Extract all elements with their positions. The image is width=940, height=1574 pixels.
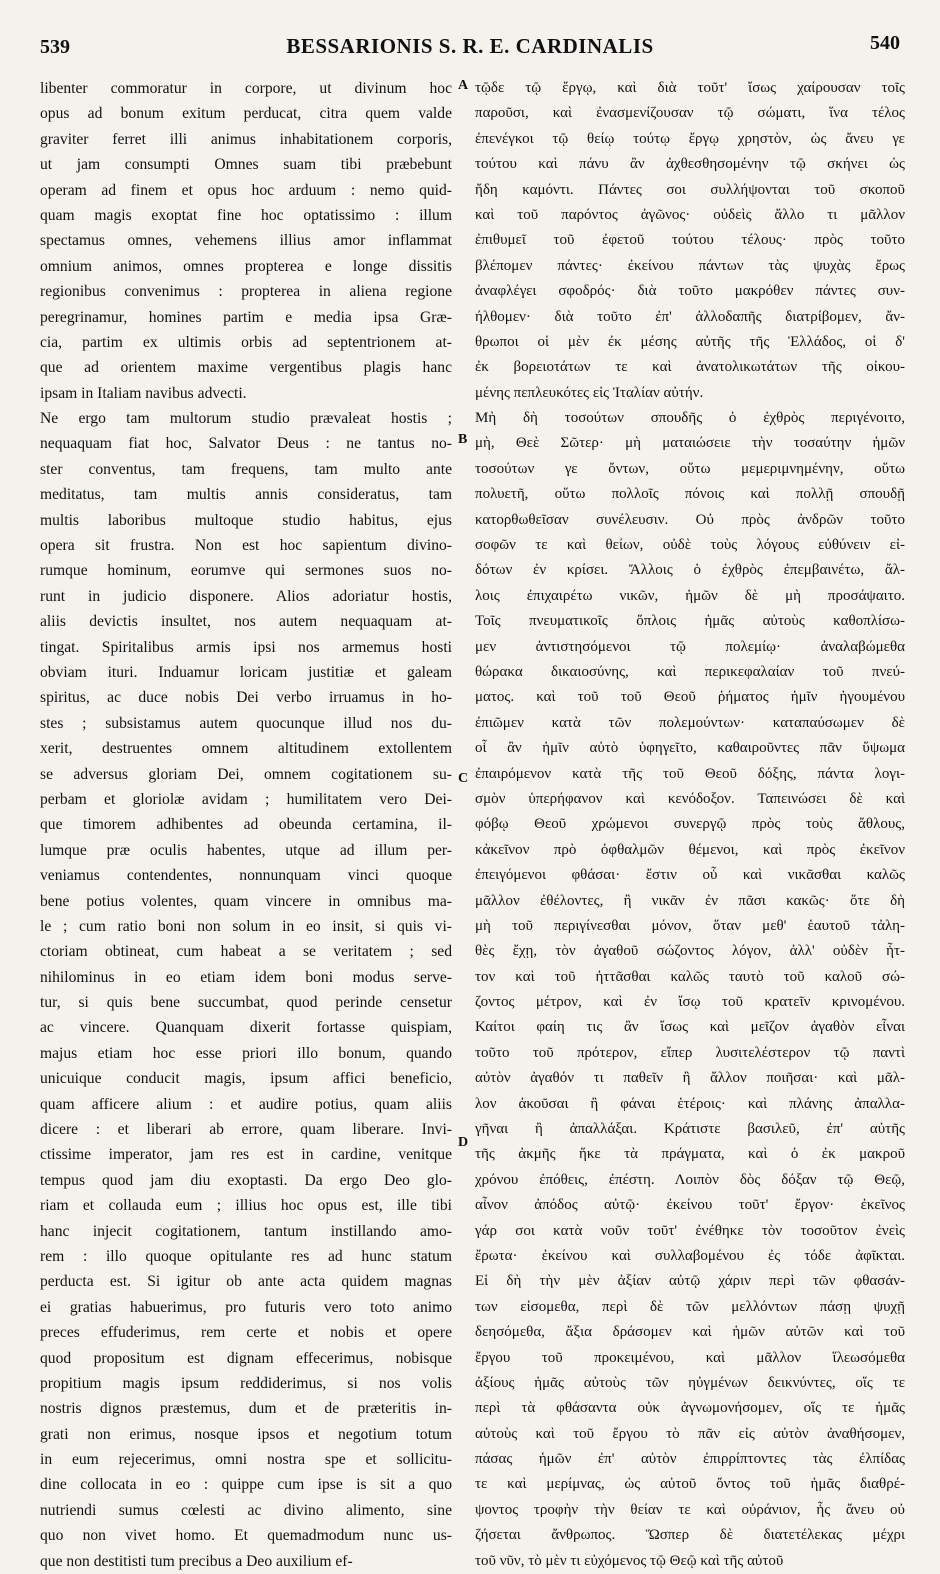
greek-text-line: τῆς ἀκμῆς ἥκε τὰ πράγματα, καὶ ὁ ἐκ μακροῦ (475, 1146, 905, 1163)
latin-text-line: nequaquam fiat hoc, Salvator Deus : ne tantus no- (40, 435, 452, 453)
latin-text-line: dicere : et liberari ab errore, quam liberare. Invi- (40, 1121, 452, 1139)
greek-text-line: ἀξίους ἡμᾶς αὐτοὺς τῶν ηὐγμένων δεικνύντες, οἵς τε (475, 1374, 905, 1391)
latin-text-line: ster conventus, tam frequens, tam multo ante (40, 460, 452, 478)
greek-text-line: τον καὶ τοῦ ἡττᾶσθαι καλῶς ταυτὸ τοῦ καλοῦ σώ- (475, 968, 905, 985)
greek-text-line: λον ἀκοῦσαι ἢ φάναι ἑτέροις· καὶ πλάνης ἀπαλλα- (475, 1095, 905, 1112)
latin-text-line: que ad orientem maxime vergentibus plagis hanc (40, 359, 452, 377)
greek-text-line: ήλθομεν· διὰ τοῦτο ἐπ' ἀλλοδαπῆς διατρίβομεν, ἄν- (475, 308, 905, 325)
latin-text-line: omnium animos, omnes propterea e longe dissitis (40, 257, 452, 275)
greek-text-line: φόβῳ Θεοῦ χρώμενοι συνεργῷ πρὸς τοὺς ἄθλους, (475, 816, 905, 833)
latin-text-line: spectamus omnes, vehemens illius amor inflammat (40, 232, 452, 250)
section-marker-c: C (458, 771, 469, 786)
latin-text-line: ctoriam obtineat, cum habeat a se veritatem ; sed (40, 943, 452, 961)
right-page-number: 540 (870, 32, 900, 54)
greek-text-line: τῷδε τῷ ἔργῳ, καὶ διὰ τοῦτ' ἴσως χαίρουσαν τοῖς (475, 80, 905, 96)
greek-text-line: ζοντος μέτρον, καὶ ἐν ἴσῳ τοῦ κρατεῖν κρινομένου. (475, 994, 905, 1011)
greek-text-line: βλέπομεν πάντες· ἐκείνου πάντων τὰς ψυχὰς ἔρως (475, 257, 905, 274)
latin-text-line: ei gratias habuerimus, pro futuris vero toto animo (40, 1298, 452, 1316)
latin-text-line: multis laboribus multoque studio habitus, ejus (40, 511, 452, 529)
latin-text-line: le ; cum ratio boni non solum in eo insit, si quis vi- (40, 917, 452, 935)
latin-text-line: operam ad finem et opus hoc arduum : nemo quid- (40, 181, 452, 199)
latin-text-line: tempus quod jam diu exoptasti. Da ergo Deo glo- (40, 1171, 452, 1189)
greek-text-line: ἐκ βορειοτάτων τε καὶ ἀνατολικωτάτων τῆς οἰκου- (475, 359, 905, 376)
greek-text-line: τοῦ νῦν, τὸ μὲν τι εὐχόμενος τῷ Θεῷ καὶ τῆς αὐτοῦ (475, 1552, 784, 1569)
latin-text-line: preces effuderimus, rem certe et nobis et opere (40, 1324, 452, 1342)
greek-text-line: ἐπαιρόμενον κατὰ τῆς τοῦ Θεοῦ δόξης, πάντα λογι- (475, 765, 905, 782)
page-header (0, 30, 940, 70)
greek-text-line: μᾶλλον ἐθέλοντες, ἢ νικᾶν ἐν πᾶσι κακῶς· ὅτε δὴ (475, 892, 905, 909)
greek-text-line: Τοῖς πνευματικοῖς ὅπλοις ἡμᾶς αὐτοὺς καθοπλίσω- (475, 613, 905, 630)
greek-text-line: δότων ἐν κρίσει. Ἄλλοις ὁ ἐχθρὸς ἐπεμβαινέτω, ἄλ- (475, 562, 905, 579)
latin-text-line: Ne ergo tam multorum studio prævaleat hostis ; (40, 410, 452, 428)
greek-text-line: ματος. καὶ τοῦ τοῦ Θεοῦ ῥήματος ἡμῖν ἡγουμένου (475, 689, 905, 706)
latin-text-line: runt in judicio disponere. Alios adoriatur hostis, (40, 587, 452, 605)
latin-text-line: meditatus, tam multis annis consideratus, tam (40, 486, 452, 504)
greek-text-line: χρόνου ἐπόθεις, ἐπέστη. Λοιπὸν δὸς δόξαν τῷ Θεῷ, (475, 1171, 905, 1188)
latin-text-line: graviter ferret illi animus inhabitationem corporis, (40, 130, 452, 148)
greek-text-line: αὐτοὺς καὶ τοῦ ἔργου τὸ πᾶν εἰς αὐτὸν ἀναθήσομεν, (475, 1425, 905, 1442)
latin-text-line: rem : illo quoque opitulante res ad hunc statum (40, 1247, 452, 1265)
greek-text-line: θὲς ἔχῃ, τὸν ἀγαθοῦ σώζοντος λόγον, ἀλλ' οὐδὲν ἧτ- (475, 943, 905, 960)
greek-text-line: λοις ἐπιχαιρέτω νικῶν, ἡμῶν δὲ μὴ προσάψαιτο. (475, 587, 905, 604)
greek-text-line: ἐπειγόμενοι φθάσαι· ἔστιν οὗ καὶ νικᾶσθαι καλῶς (475, 867, 905, 884)
left-page-number: 539 (40, 36, 70, 58)
greek-text-line: Μὴ δὴ τοσούτων σπουδῆς ὁ ἐχθρὸς περιγένοιτο, (475, 410, 905, 427)
latin-text-line: rumque hominum, eorumve qui sermones suos no- (40, 562, 452, 580)
greek-text-line: των εἰσομεθα, περὶ δὲ τῶν μελλόντων πάσῃ ψυχῇ (475, 1298, 905, 1315)
latin-text-line: hanc injecit cogitationem, tantum instillando amo- (40, 1222, 452, 1240)
greek-text-line: μένης πεπλευκότες εἰς Ἰταλίαν αὐτήν. (475, 384, 704, 401)
latin-text-line: ctissime imperator, jam res est in cardine, venitque (40, 1146, 452, 1164)
greek-text-line: πολυετῆ, οὕτω πολλοῖς πόνοις καὶ πολλῇ σπουδῇ (475, 486, 905, 503)
greek-text-line: πάσας ἡμῶν ἐπ' αὐτὸν ἐπιρρίπτοντες τὰς ἐλπίδας (475, 1451, 905, 1468)
latin-text-line: cia, partim ex ultimis orbis ad septentrionem at- (40, 333, 452, 351)
latin-text-line: veniamus contendentes, nonnunquam vinci quoque (40, 867, 452, 885)
greek-text-line: θώρακα δικαιοσύνης, καὶ περικεφαλαίαν τοῦ πνεύ- (475, 663, 905, 680)
greek-text-line: ἔρωτα· ἐκείνου καὶ συλλαβομένου ἐς τόδε ἀφῖκται. (475, 1247, 905, 1264)
latin-text-line: regionibus convenimus : propterea in aliena regione (40, 283, 452, 301)
latin-text-line: ipsam in Italiam navibus advecti. (40, 384, 247, 402)
latin-text-line: perducta est. Si igitur ob ante acta quidem magnas (40, 1273, 452, 1291)
greek-text-line: αἶνον ἀπόδος αὐτῷ· ἐκείνου τοῦτ' ἔργον· ἐκεῖνος (475, 1197, 905, 1214)
latin-text-line: libenter commoratur in corpore, ut divinum hoc (40, 80, 452, 97)
greek-text-line: ζήσεται ἄνθρωπος. Ὥσπερ δὲ διατετέλεκας μέχρι (475, 1527, 905, 1544)
greek-text-line: γῆναι ἢ ἀπαλλάξαι. Κράτιστε βασιλεῦ, ἐπ' αὐτῆς (475, 1121, 905, 1138)
latin-text-line: bene potius volentes, quam vincere in omnibus ma- (40, 892, 452, 910)
greek-text-line: γάρ σοι κατὰ νοῦν τοῦτ' ἐνέθηκε τὸν τοσοῦτον ἐνεὶς (475, 1222, 905, 1239)
latin-text-line: quam afficere alium : et audire potius, quam aliis (40, 1095, 452, 1113)
greek-column (475, 76, 905, 1574)
greek-text-line: μὴ, Θεὲ Σῶτερ· μὴ ματαιώσειε τὴν τοσαύτην ἡμῶν (475, 435, 905, 452)
greek-text-line: τούτου καὶ πάνυ ἂν ἀχθεσθησομένην τῷ σκήνει ὡς (475, 156, 905, 173)
section-marker-d: D (458, 1135, 469, 1150)
latin-text-line: majus etiam hoc esse priori illo bonum, quando (40, 1044, 452, 1062)
greek-text-line: περὶ τὰ φθάσαντα οὐκ ἀγνωμονήσομεν, οἵς τε ἡμᾶς (475, 1400, 905, 1417)
latin-text-line: grati non erimus, nosque ipsos et negotium totum (40, 1425, 452, 1443)
greek-text-line: Εἰ δὴ τὴν μὲν ἀξίαν αὐτῷ χάριν περὶ τῶν φθασάν- (475, 1273, 905, 1290)
greek-text-line: αὐτὸν ἀγαθόν τι παθεῖν ἢ ἄλλον ποιῆσαι· καὶ μᾶλ- (475, 1070, 905, 1087)
greek-text-line: κατορθωθεῖσαν συνέλευσιν. Οὐ πρὸς ἀνδρῶν τοῦτο (475, 511, 905, 528)
latin-text-line: dine collocata in eo : quippe cum ipse is sit a quo (40, 1476, 452, 1494)
greek-text-line: σμὸν ὑπερήφανον καὶ κενόδοξον. Ταπεινώσει δὲ καὶ (475, 790, 905, 807)
running-title: BESSARIONIS S. R. E. CARDINALIS (286, 34, 654, 58)
latin-text-line: nihilominus in eo etiam idem boni modus serve- (40, 968, 452, 986)
greek-text-line: ἐπιθυμεῖ τοῦ ἐφετοῦ τούτου τέλους· πρὸς τοῦτο (475, 232, 905, 249)
latin-text-line: nostris dignos præstemus, dum et de præteritis in- (40, 1400, 452, 1418)
greek-text-line: ἔργου τοῦ προκειμένου, καὶ μᾶλλον ἵλεωσόμεθα (475, 1349, 905, 1366)
greek-text-line: καὶ τοῦ παρόντος ἀγῶνος· οὐδεὶς ἄλλο τι μᾶλλον (475, 206, 905, 223)
greek-text-line: ἀναφλέγει σφοδρός· διὰ τοῦτο μακρόθεν πάντες συν- (475, 283, 905, 300)
greek-text-line: θρωποι οἱ μὲν ἐκ μέσης αὐτῆς τῆς Ἑλλάδος, οἱ δ' (475, 333, 905, 350)
greek-text-line: μὴ τοῦ περιγίνεσθαι μόνον, ὅταν μεθ' ἑαυτοῦ τἀλη- (475, 917, 905, 934)
greek-text-line: μεν ἀντιστησόμενοι τῷ πολεμίῳ· ἀναλαβώμεθα (475, 638, 905, 655)
greek-text-line: παροῦσι, καὶ ἐνασμενίζουσαν τῷ σώματι, ἵνα τέλος (475, 105, 905, 122)
section-marker-b: B (458, 432, 468, 447)
latin-text-line: obviam ituri. Induamur loricam justitiæ et galeam (40, 663, 452, 681)
latin-text-line: perbam et gloriolæ avidam ; humilitatem vero Dei- (40, 790, 452, 808)
greek-text-line: κἀκεῖνον πρὸ ὀφθαλμῶν θέμενοι, καὶ πρὸς ἐκεῖνον (475, 841, 905, 858)
greek-text-line: οἷ ἂν ἡμῖν αὐτὸ ὑφηγεῖτο, καθαιροῦντες πᾶν ὕψωμα (475, 740, 905, 757)
greek-text-line: τοσούτων γε ὄντων, οὕτω μεμεριμνημένην, οὕτω (475, 460, 905, 477)
latin-text-line: unicuique conducit magis, ipsum affici beneficio, (40, 1070, 452, 1088)
greek-text-line: ψοντος τροφὴν τὴν θείαν τε καὶ οὐράνιον, ἧς ἄνευ οὐ (475, 1501, 905, 1518)
latin-text-line: se adversus gloriam Dei, omnem cogitationem su- (40, 765, 452, 783)
greek-text-line: ἤδη καμόντι. Πάντες σοι συλλήψονται τοῦ σκοποῦ (475, 181, 905, 198)
latin-text-line: que non destitisti tum precibus a Deo auxilium ef- (40, 1552, 353, 1570)
latin-text-line: nutriendi sumus cœlesti ac divino alimento, sine (40, 1501, 452, 1519)
greek-text-line: σοφῶν τε καὶ θείων, οὐδὲ τοὺς λόγους εὐθύνειν εἰ- (475, 537, 905, 554)
latin-text-line: lumque præ oculis habentes, utque ad illum per- (40, 841, 452, 859)
latin-text-line: ac vincere. Quanquam dixerit fortasse quispiam, (40, 1019, 452, 1037)
greek-text-line: δεησόμεθα, ἄξια δράσομεν καὶ ἡμῶν αὐτῶν καὶ τοῦ (475, 1324, 905, 1341)
latin-text-line: tingat. Spiritalibus armis ipsi nos armemus hosti (40, 638, 452, 656)
latin-text-line: riam et collauda eum ; illius hoc opus est, ille tibi (40, 1197, 452, 1215)
latin-text-line: stes ; subsistamus autem quocunque illud nos du- (40, 714, 452, 732)
latin-column (40, 76, 452, 1574)
greek-text-line: ἐπενέγκοι τῷ θείῳ τούτῳ ἔργῳ χρηστὸν, ὡς ἄνευ γε (475, 130, 905, 147)
latin-text-line: quam magis exoptat fine hoc optatissimo : illum (40, 206, 452, 224)
latin-text-line: spiritus, ac duce nobis Dei verbo irruamus in ho- (40, 689, 452, 707)
latin-text-line: ut jam consumpti Omnes suam tibi præbebunt (40, 156, 452, 174)
latin-text-line: tur, si quis bene succumbat, quod perinde censetur (40, 994, 452, 1012)
section-marker-a: A (458, 78, 469, 93)
latin-text-line: quod propositum est dignam effecerimus, nobisque (40, 1349, 452, 1367)
latin-text-line: in eum rejecerimus, omni nostra spe et sollicitu- (40, 1451, 452, 1469)
greek-text-line: τε καὶ μερίμνας, ὡς αὐτοῦ ὄντος τοῦ ἡμᾶς διαθρέ- (475, 1476, 905, 1493)
latin-text-line: quo non vivet homo. Et quemadmodum nunc us- (40, 1527, 452, 1545)
latin-text-line: opera sit frustra. Non est hoc sapientum divino- (40, 537, 452, 555)
latin-text-line: que timorem adhibentes ad obeunda certamina, il- (40, 816, 452, 834)
latin-text-line: aliis devictis insultet, nos autem nequaquam at- (40, 613, 452, 631)
latin-text-line: opus ad bonum exitum perducat, citra quem valde (40, 105, 452, 123)
greek-text-line: Καίτοι φαίη τις ἂν ἴσως καὶ μεῖζον ἀγαθὸν εἶναι (475, 1019, 905, 1036)
latin-text-line: peregrinamur, homines partim e media ipsa Græ- (40, 308, 452, 326)
greek-text-line: ἐπιῶμεν κατὰ τῶν πολεμούντων· καταπαύσωμεν δὲ (475, 714, 905, 731)
latin-text-line: propitium magis ipsum reddiderimus, si nos volis (40, 1374, 452, 1392)
greek-text-line: τοῦτο τοῦ πρότερον, εἴπερ λυσιτελέστερον τῷ παντὶ (475, 1044, 905, 1061)
latin-text-line: xerit, destruentes omnem altitudinem extollentem (40, 740, 452, 758)
